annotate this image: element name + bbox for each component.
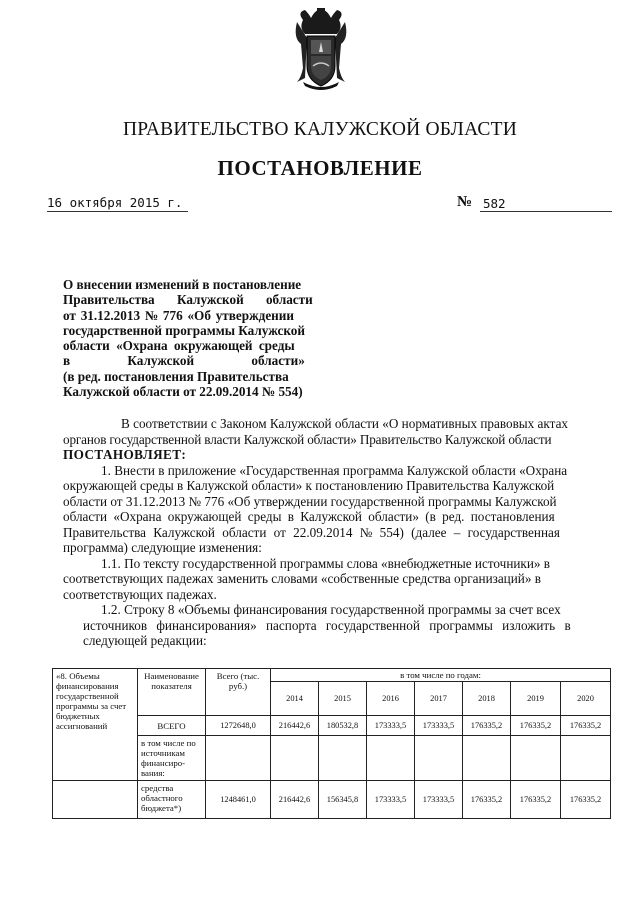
number-sign: № [457, 194, 473, 210]
table-cell [511, 736, 561, 781]
table-cell: 176335,2 [511, 781, 561, 819]
year-header: 2019 [511, 682, 561, 716]
year-header: 2016 [367, 682, 415, 716]
body-line: 1. Внести в приложение «Государственная программа Калужской области «Охрана [101, 462, 568, 478]
table-cell: 176335,2 [463, 716, 511, 736]
row-name: ВСЕГО [138, 716, 206, 736]
table-cell [415, 736, 463, 781]
row-label-continuation [53, 781, 138, 819]
column-header-years: в том числе по годам: [271, 669, 611, 682]
body-line: области «Охрана окружающей среды в Калужской области» (в ред. постановления [63, 509, 555, 524]
subject-line: (в ред. постановления Правительства [63, 368, 289, 384]
year-header: 2014 [271, 682, 319, 716]
table-cell [463, 736, 511, 781]
table-cell: 173333,5 [367, 716, 415, 736]
decree-subject [63, 277, 321, 399]
table-cell [319, 736, 367, 781]
body-line: области от 31.12.2013 № 776 «Об утверждении государственной программы Калужской [63, 493, 557, 509]
body-line: В соответствии с Законом Калужской области «О нормативных правовых актах [121, 416, 569, 431]
table-cell: 216442,6 [271, 716, 319, 736]
body-line: следующей редакции: [83, 633, 207, 648]
decree-body [63, 416, 611, 649]
table-cell: 173333,5 [367, 781, 415, 819]
subject-line: О внесении изменений в постановление [63, 277, 302, 292]
body-line: окружающей среды в Калужской области» к постановлению Правительства Калужской [63, 478, 555, 493]
subject-line: Правительства Калужской области [63, 292, 313, 308]
government-title: ПРАВИТЕЛЬСТВО КАЛУЖСКОЙ ОБЛАСТИ [123, 119, 517, 140]
year-header: 2017 [415, 682, 463, 716]
subject-line: Калужской области от 22.09.2014 № 554) [63, 384, 303, 400]
table-cell: 176335,2 [561, 781, 611, 819]
document-type-title: ПОСТАНОВЛЕНИЕ [217, 156, 423, 180]
column-header-total: Всего (тыс. руб.) [206, 669, 271, 716]
decree-number: 582 [483, 196, 506, 211]
decree-date: 16 октября 2015 г. [47, 195, 183, 210]
body-line-resolves: ПОСТАНОВЛЯЕТ: [63, 447, 187, 462]
row-name: средства областного бюджета*) [138, 781, 206, 819]
date-underline [47, 211, 188, 212]
table-cell: 180532,8 [319, 716, 367, 736]
table-cell: 176335,2 [463, 781, 511, 819]
table-cell [367, 736, 415, 781]
table-cell: 216442,6 [271, 781, 319, 819]
body-line: 1.2. Строку 8 «Объемы финансирования государственной программы за счет всех [101, 602, 561, 617]
row-total: 1248461,0 [206, 781, 271, 819]
number-underline [480, 211, 612, 212]
table-cell: 176335,2 [511, 716, 561, 736]
table-row-label: «8. Объемы финансирования государственной программы за счет бюджетных ассигнований [53, 669, 138, 781]
subject-line: в Калужской области» [63, 353, 305, 369]
table-cell: 173333,5 [415, 781, 463, 819]
body-line: 1.1. По тексту государственной программы слова «внебюджетные источники» в [101, 555, 551, 571]
year-header: 2020 [561, 682, 611, 716]
body-line: органов государственной власти Калужской области» Правительство Калужской области [63, 431, 552, 447]
body-line: соответствующих падежах заменить словами «собственные средства организаций» в [63, 571, 541, 586]
subject-line: от 31.12.2013 № 776 «Об утверждении [63, 307, 294, 323]
coat-of-arms-emblem [293, 8, 349, 90]
body-line: соответствующих падежах. [63, 586, 217, 602]
table-cell [561, 736, 611, 781]
column-header-indicator: Наименование показателя [138, 669, 206, 716]
subject-line: государственной программы Калужской [63, 322, 305, 338]
row-total: 1272648,0 [206, 716, 271, 736]
year-header: 2015 [319, 682, 367, 716]
table-cell: 173333,5 [415, 716, 463, 736]
table-cell: 176335,2 [561, 716, 611, 736]
financing-table [52, 668, 611, 819]
table-cell: 156345,8 [319, 781, 367, 819]
body-line: источников финансирования» паспорта государственной программы изложить в [83, 617, 571, 633]
body-line: Правительства Калужской области от 22.09.2014 № 554) (далее – государственная [63, 524, 560, 540]
year-header: 2018 [463, 682, 511, 716]
body-line: программа) следующие изменения: [63, 540, 262, 555]
row-total [206, 736, 271, 781]
row-name: в том числе по источникам финансиро-вания: [138, 736, 206, 781]
table-cell [271, 736, 319, 781]
subject-line: области «Охрана окружающей среды [63, 338, 295, 354]
